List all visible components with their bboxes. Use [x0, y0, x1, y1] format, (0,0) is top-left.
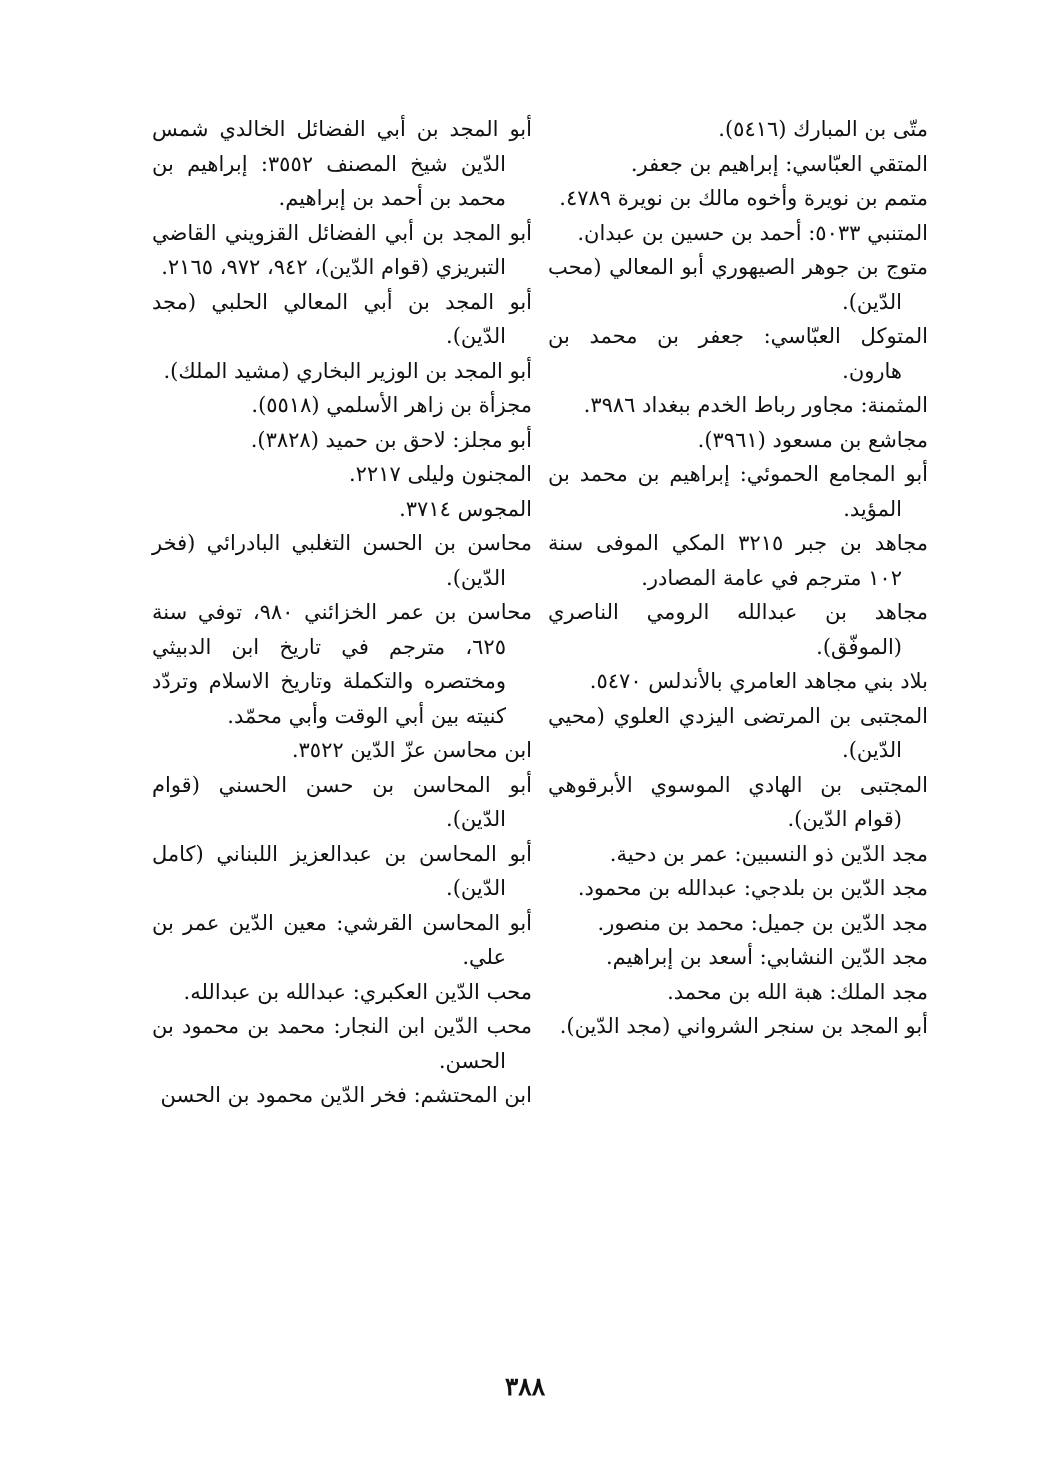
- index-entry: محب الدّين ابن النجار: محمد بن محمود بن الحسن.: [152, 1014, 532, 1073]
- index-entry: المثمنة: مجاور رباط الخدم ببغداد ٣٩٨٦.: [583, 393, 928, 417]
- index-entry: أبو المحاسن القرشي: معين الدّين عمر بن علي.: [152, 910, 532, 969]
- index-entry: أبو المجد بن سنجر الشرواني (مجد الدّين).: [559, 1014, 928, 1038]
- index-entry: المجتبى بن المرتضى اليزدي العلوي (محيي الدّين).: [548, 703, 928, 762]
- index-entry: المتوكل العبّاسي: جعفر بن محمد بن هارون.: [548, 324, 928, 383]
- index-entry: مجاهد بن عبدالله الرومي الناصري (الموفّق).: [548, 600, 928, 659]
- index-entry: أبو المجد بن الوزير البخاري (مشيد الملك).: [163, 358, 532, 383]
- right-column: [548, 112, 928, 1044]
- index-entry: المجنون وليلى ٢٢١٧.: [348, 462, 532, 486]
- index-entry: متمم بن نويرة وأخوه مالك بن نويرة ٤٧٨٩.: [559, 186, 928, 210]
- index-entry: مجاشع بن مسعود (٣٩٦١).: [697, 427, 928, 452]
- index-entry: متوج بن جوهر الصيهوري أبو المعالي (محب الدّين).: [548, 255, 928, 314]
- index-entry: أبو المحاسن بن حسن الحسني (قوام الدّين).: [152, 772, 532, 831]
- index-entry: مجد الدّين بن بلدجي: عبدالله بن محمود.: [577, 876, 928, 900]
- index-entry: المتنبي ٥٠٣٣: أحمد بن حسين بن عبدان.: [577, 220, 928, 245]
- index-entry: أبو المجد بن أبي الفضائل الخالدي شمس الدّين شيخ المصنف ٣٥٥٢: إبراهيم بن محمد بن أحمد بن إبراهيم.: [152, 117, 532, 210]
- left-column: [152, 112, 532, 1113]
- index-entry: بلاد بني مجاهد العامري بالأندلس ٥٤٧٠.: [589, 669, 928, 693]
- index-entry: مجد الدّين ذو النسبين: عمر بن دحية.: [609, 841, 928, 866]
- index-entry: المجتبى بن الهادي الموسوي الأبرقوهي (قوام الدّين).: [548, 772, 928, 831]
- index-entry: المتقي العبّاسي: إبراهيم بن جعفر.: [630, 151, 928, 176]
- index-entry: ابن المحتشم: فخر الدّين محمود بن الحسن: [160, 1083, 532, 1107]
- index-entry: أبو المحاسن بن عبدالعزيز اللبناني (كامل الدّين).: [152, 841, 532, 900]
- index-entry: مجد الملك: هبة الله بن محمد.: [667, 979, 928, 1004]
- index-entry: المجوس ٣٧١٤.: [399, 496, 532, 521]
- index-entry: أبو المجد بن أبي المعالي الحلبي (مجد الدّين).: [152, 289, 532, 348]
- index-entry: مجزأة بن زاهر الأسلمي (٥٥١٨).: [251, 393, 532, 417]
- index-entry: مجاهد بن جبر ٣٢١٥ المكي الموفى سنة ١٠٢ مترجم في عامة المصادر.: [548, 531, 928, 590]
- index-entry: أبو المجد بن أبي الفضائل القزويني القاضي التبريزي (قوام الدّين)، ٩٤٢، ٩٧٢، ٢١٦٥.: [152, 220, 532, 279]
- index-entry: ابن محاسن عزّ الدّين ٣٥٢٢.: [291, 738, 532, 762]
- index-entry: محب الدّين العكبري: عبدالله بن عبدالله.: [183, 979, 532, 1004]
- index-entry: مجد الدّين بن جميل: محمد بن منصور.: [597, 910, 928, 935]
- index-entry: محاسن بن الحسن التغلبي البادرائي (فخر الدّين).: [152, 531, 532, 590]
- page-number: ٣٨٨: [504, 1372, 546, 1401]
- index-entry: أبو المجامع الحموئي: إبراهيم بن محمد بن المؤيد.: [548, 462, 928, 521]
- index-entry: متّى بن المبارك (٥٤١٦).: [718, 117, 928, 141]
- index-entry: أبو مجلز: لاحق بن حميد (٣٨٢٨).: [250, 427, 532, 452]
- index-entry: محاسن بن عمر الخزائني ٩٨٠، توفي سنة ٦٢٥، مترجم في تاريخ ابن الدبيثي ومختصره والتكملة وتاريخ الاسلام وتردّد كنيته بين أبي الوقت وأبي محمّد.: [152, 600, 533, 728]
- index-entry: مجد الدّين النشابي: أسعد بن إبراهيم.: [606, 945, 928, 969]
